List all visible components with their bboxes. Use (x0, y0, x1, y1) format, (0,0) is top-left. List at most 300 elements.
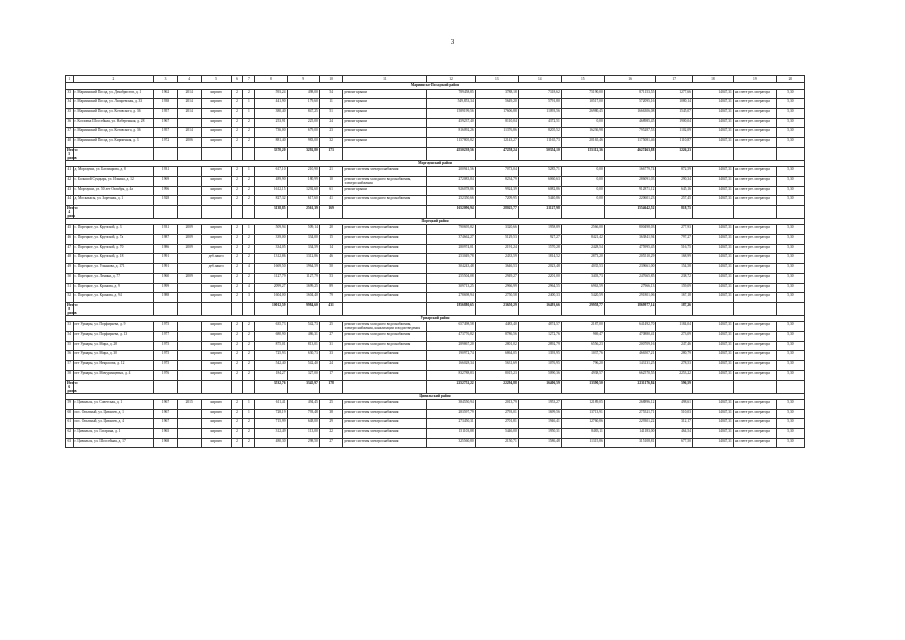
table-cell (177, 361, 201, 371)
table-row (66, 322, 805, 332)
table-cell: 4372,51 (518, 118, 561, 128)
table-cell: 2 (243, 128, 255, 138)
table-cell: 374662,27 (427, 235, 475, 245)
table-cell: 334,05 (255, 244, 287, 254)
table-cell: 1184,04 (656, 322, 693, 332)
table-cell: 339,00 (255, 235, 287, 245)
table-cell: кирпич (201, 244, 231, 254)
table-cell: 728,19 (255, 409, 287, 419)
total-cell (343, 205, 427, 218)
table-cell: 2150,71 (475, 438, 518, 448)
table-cell: 2014 (177, 108, 201, 118)
table-cell: 7209,95 (475, 196, 518, 206)
table-row (66, 235, 805, 245)
table-cell: пгт Урмары, ул. Порфирьева, д. 9 (73, 322, 154, 332)
table-cell: 5,30 (776, 186, 804, 196)
table-cell: 45 (66, 225, 74, 235)
table-cell: 50 (66, 273, 74, 283)
table-cell: 168,99 (656, 254, 693, 264)
table-cell: 5649,20 (475, 99, 518, 109)
table-cell: ремонт системы электроснабжения (343, 293, 427, 303)
table-cell: 22 (319, 429, 343, 439)
table-cell: 789458,85 (427, 89, 475, 99)
table-cell: ремонт системы холодного водоснабжения, электроснабжения, канализации и водоотведения (343, 322, 427, 332)
table-cell: 2 (231, 225, 243, 235)
table-cell: 14047,31 (692, 99, 733, 109)
table-cell: 5446,00 (475, 429, 518, 439)
total-cell: 10012,59 (255, 302, 287, 315)
table-cell: 2 (231, 254, 243, 264)
table-cell: 29 (319, 419, 343, 429)
table-cell: 466507,21 (604, 351, 656, 361)
table-cell: ремонт системы электроснабжения (343, 351, 427, 361)
total-cell: 3370,20 (255, 147, 287, 160)
table-cell: 2 (243, 370, 255, 380)
table-cell: на счете рег. оператора (733, 361, 776, 371)
table-cell: 33 (66, 89, 74, 99)
total-cell (243, 380, 255, 393)
table-cell: г. Цивильск, ул. Гагарина, д. 1 (73, 429, 154, 439)
table-cell: 1975 (154, 351, 178, 361)
table-cell: 33 (319, 351, 343, 361)
table-cell: 25 (319, 400, 343, 410)
table-cell: 56 (66, 351, 74, 361)
table-cell: 5,30 (776, 351, 804, 361)
total-cell: 16493,66 (518, 302, 561, 315)
table-cell: 60 (66, 409, 74, 419)
total-cell (154, 205, 178, 218)
total-cell: Итого: 4 дома (67, 205, 78, 218)
table-cell: 61 (66, 419, 74, 429)
table-cell: 832788,83 (427, 370, 475, 380)
table-cell: 1964,59 (287, 264, 319, 274)
table-cell: 509,94 (255, 225, 287, 235)
total-cell (343, 147, 427, 160)
table-cell: 2009 (177, 273, 201, 283)
table-cell: ремонт системы холодного водоснабжения (343, 332, 427, 342)
table-cell: 498,61 (656, 400, 693, 410)
table-cell: 4874,57 (518, 322, 561, 332)
table-cell: 1972 (154, 137, 178, 147)
table-cell: 6082,86 (518, 186, 561, 196)
table-cell: 3646,53 (475, 264, 518, 274)
table-cell: 13713,91 (561, 409, 604, 419)
table-cell: 41 (66, 167, 74, 177)
table-cell: 1975 (154, 322, 178, 332)
table-cell: 847,25 (287, 108, 319, 118)
table-cell: 312,49 (255, 429, 287, 439)
total-cell (73, 205, 154, 218)
table-cell: 2750,58 (475, 293, 518, 303)
table-cell: 40 (66, 137, 74, 147)
total-cell: 1856880,65 (427, 302, 475, 315)
table-cell (177, 186, 201, 196)
table-cell: 190972,74 (427, 351, 475, 361)
table-cell: 1102,09 (656, 128, 693, 138)
table-cell: 1110,87 (656, 137, 693, 147)
table-row (66, 244, 805, 254)
table-cell: 283597,79 (427, 409, 475, 419)
table-cell: 14047,31 (692, 137, 733, 147)
table-cell: 5440,86 (518, 196, 561, 206)
table-cell: 1938 (154, 99, 178, 109)
table-cell: 327,00 (287, 370, 319, 380)
total-cell (201, 147, 231, 160)
table-cell: 16236,98 (561, 128, 604, 138)
table-cell: 14047,31 (692, 429, 733, 439)
table-cell: г. Мариинский Посад, ул. Котовского, д. 36 (73, 128, 154, 138)
table-cell: 2949,27 (475, 273, 518, 283)
table-cell: 37 (66, 128, 74, 138)
table-cell: 0,00 (561, 118, 604, 128)
table-cell: д. Москакасы, ул. Заречная, д. 1 (73, 196, 154, 206)
table-cell: ремонт системы электроснабжения (343, 254, 427, 264)
table-cell: ремонт крыши (343, 137, 427, 147)
table-cell: на счете рег. оператора (733, 244, 776, 254)
table-cell: 5631,69 (475, 361, 518, 371)
table-cell: 14047,31 (692, 361, 733, 371)
table-cell: 1958,89 (518, 225, 561, 235)
table-cell: на счете рег. оператора (733, 137, 776, 147)
total-cell: 155112,36 (561, 147, 604, 160)
table-cell: 12189,05 (561, 400, 604, 410)
table-cell: на счете рег. оператора (733, 419, 776, 429)
table-cell: 630,73 (287, 351, 319, 361)
table-cell: 15 (319, 235, 343, 245)
total-cell (692, 205, 733, 218)
table-cell: 549,853,34 (427, 99, 475, 109)
table-cell: ремонт крыши (343, 186, 427, 196)
table-cell: 648,00 (287, 419, 319, 429)
table-cell: 225,00 (287, 118, 319, 128)
table-cell: кирпич (201, 167, 231, 177)
table-cell: 1393,95 (518, 351, 561, 361)
table-cell: 2 (231, 370, 243, 380)
table-cell: с. Порецкое, ул. Кронова, д. 94 (73, 293, 154, 303)
total-cell: 173 (319, 147, 343, 160)
table-cell: 2 (243, 244, 255, 254)
column-number: 15 (561, 76, 604, 83)
table-cell: кирпич (201, 351, 231, 361)
table-cell: 875,01 (255, 341, 287, 351)
table-cell: 2433,59 (475, 254, 518, 264)
table-cell: кирпич (201, 186, 231, 196)
table-cell: с. Порецкое, ул. Крупской, д. 7а (73, 235, 154, 245)
table-cell: 2 (231, 409, 243, 419)
district-name: Моргаушский район (66, 160, 805, 167)
table-cell: 4483,40 (475, 322, 518, 332)
table-cell: 180,99 (287, 176, 319, 186)
table-cell (177, 176, 201, 186)
table-cell: 179,60 (287, 99, 319, 109)
table-cell: 8015,23 (475, 370, 518, 380)
table-cell: 593,24 (255, 89, 287, 99)
table-cell: 14047,31 (692, 419, 733, 429)
total-cell (692, 380, 733, 393)
table-cell: 5,30 (776, 370, 804, 380)
table-cell: д. Моргауши, ул. Бахтиярова, д. 8 (73, 167, 154, 177)
table-cell: 2 (231, 322, 243, 332)
table-cell: 75190,00 (561, 89, 604, 99)
table-cell: 1 (243, 167, 255, 177)
table-cell: 2 (231, 108, 243, 118)
table-cell: 2187,00 (561, 322, 604, 332)
table-cell: 510,03 (656, 409, 693, 419)
table-cell: 36 (66, 118, 74, 128)
table-cell: 1586,48 (518, 438, 561, 448)
table-cell: 255504,08 (427, 273, 475, 283)
table-cell: 2 (243, 273, 255, 283)
table-cell: ремонт крыши (343, 89, 427, 99)
table-cell: 657498,58 (427, 322, 475, 332)
table-cell: 2 (231, 128, 243, 138)
table-cell: 257,45 (656, 196, 693, 206)
table-cell: 14047,31 (692, 438, 733, 448)
table-cell: кирпич (201, 370, 231, 380)
total-cell: Итого: 8 домов (67, 302, 78, 315)
table-cell: 2013,79 (475, 400, 518, 410)
total-cell (776, 147, 804, 160)
total-cell: 22294,88 (475, 380, 518, 393)
table-cell: 494,45 (287, 400, 319, 410)
table-cell: 5420,59 (561, 293, 604, 303)
table-row (66, 99, 805, 109)
table-cell: кирпич (201, 89, 231, 99)
table-cell: с. Порецкое, ул. Ульянова, д. 171 (73, 264, 154, 274)
column-number: 11 (343, 76, 427, 83)
table-cell: с. Порецкое, ул. Кронова, д. 9 (73, 283, 154, 293)
repair-register-table (65, 75, 805, 448)
table-cell: 8234,79 (475, 176, 518, 186)
district-name: Урмарский район (66, 315, 805, 322)
table-cell: 5,30 (776, 322, 804, 332)
table-cell: 2964,55 (518, 283, 561, 293)
table-cell: 25 (319, 322, 343, 332)
table-cell: 2009 (177, 244, 201, 254)
table-cell: 2009 (177, 235, 201, 245)
table-cell: 1900,04 (656, 118, 693, 128)
table-cell: 11093,56 (518, 108, 561, 118)
total-cell: 47258,24 (475, 147, 518, 160)
table-cell: на счете рег. оператора (733, 186, 776, 196)
table-cell: ремонт системы электроснабжения (343, 400, 427, 410)
table-cell: 2 (243, 118, 255, 128)
table-cell: 5,30 (776, 400, 804, 410)
table-cell: 2014 (177, 89, 201, 99)
table-row (66, 108, 805, 118)
table-cell: 24 (319, 361, 343, 371)
table-cell: на счете рег. оператора (733, 400, 776, 410)
table-row (66, 409, 805, 419)
table-cell: 46 (66, 235, 74, 245)
total-cell: 169 (319, 205, 343, 218)
table-cell: 54 (66, 332, 74, 342)
table-cell: 14047,31 (692, 332, 733, 342)
table-cell: 5,30 (776, 293, 804, 303)
table-cell: 14047,31 (692, 196, 733, 206)
table-cell: 159,09 (656, 283, 693, 293)
table-cell: г. Мариинский Посад, ул. Декабристов, д. 1 (73, 89, 154, 99)
table-cell: 1967 (154, 409, 178, 419)
table-cell: 1814,52 (518, 254, 561, 264)
table-cell: 1975 (154, 361, 178, 371)
table-cell: 14047,31 (692, 254, 733, 264)
table-cell: 53 (66, 322, 74, 332)
table-cell: 52 (66, 293, 74, 303)
table-cell: г. Мариинский Посад, ул. Котовского, д. 36 (73, 108, 154, 118)
table-cell: 229301,22 (604, 419, 656, 429)
table-cell: кирпич (201, 332, 231, 342)
table-cell: ремонт системы холодного водоснабжения (343, 341, 427, 351)
total-cell: 2231176,84 (604, 380, 656, 393)
total-cell (776, 302, 804, 315)
total-cell: 178 (319, 380, 343, 393)
table-cell: 2 (231, 235, 243, 245)
table-cell: 5,30 (776, 244, 804, 254)
table-cell: 2 (243, 235, 255, 245)
table-cell: 291801,06 (604, 293, 656, 303)
total-cell: 2561,39 (287, 205, 319, 218)
table-cell: на счете рег. оператора (733, 293, 776, 303)
table-cell: ремонт крыши (343, 99, 427, 109)
table-cell: на счете рег. оператора (733, 264, 776, 274)
table-cell: 2 (243, 438, 255, 448)
table-cell: на счете рег. оператора (733, 332, 776, 342)
table-cell: 278,53 (656, 361, 693, 371)
table-cell: 20 (319, 225, 343, 235)
table-cell: 286091,03 (604, 176, 656, 186)
table-cell: 50 (319, 264, 343, 274)
table-cell: 280974,01 (427, 244, 475, 254)
table-cell: 2 (231, 89, 243, 99)
table-cell: 184,27 (255, 370, 287, 380)
table-cell: ремонт системы электроснабжения (343, 225, 427, 235)
table-cell: 1975 (154, 341, 178, 351)
table-cell: на счете рег. оператора (733, 254, 776, 264)
table-cell: на счете рег. оператора (733, 351, 776, 361)
table-cell: 62 (66, 429, 74, 439)
table-cell: 2 (243, 176, 255, 186)
table-cell: 48 (66, 254, 74, 264)
table-cell: 14047,31 (692, 128, 733, 138)
table-cell: 680,90 (255, 332, 287, 342)
table-cell: 7318,62 (518, 89, 561, 99)
total-cell: 3345,97 (287, 380, 319, 393)
table-cell: на счете рег. оператора (733, 235, 776, 245)
table-cell (177, 419, 201, 429)
table-cell: 2 (231, 293, 243, 303)
table-cell: 5,30 (776, 137, 804, 147)
table-cell: 14047,31 (692, 351, 733, 361)
table-row (66, 128, 805, 138)
table-cell: 1931 (154, 225, 178, 235)
column-number-row (66, 76, 805, 83)
total-cell: 9984,60 (287, 302, 319, 315)
page-number: 3 (450, 38, 455, 46)
total-cell: 23650,29 (475, 302, 518, 315)
table-cell: кирпич (201, 409, 231, 419)
table-row (66, 89, 805, 99)
district-total-row (66, 205, 805, 218)
table-cell: на счете рег. оператора (733, 409, 776, 419)
total-cell: 3532,76 (255, 380, 287, 393)
table-cell: 17606,88 (475, 108, 518, 118)
table-cell: 464,54 (656, 429, 693, 439)
table-cell: 5,30 (776, 235, 804, 245)
table-cell: 11165,73 (518, 137, 561, 147)
column-number: 12 (427, 76, 475, 83)
table-cell: г. Козловка Шоссейная, ул. Набережная, д. 28 (73, 118, 154, 128)
table-cell: кирпич (201, 137, 231, 147)
table-cell: 2 (243, 351, 255, 361)
table-cell: 41 (319, 196, 343, 206)
table-cell: ремонт системы электроснабжения (343, 264, 427, 274)
table-cell: 468985,45 (604, 118, 656, 128)
table-cell: 542,40 (255, 361, 287, 371)
table-cell: 315108,81 (604, 438, 656, 448)
total-cell (692, 147, 733, 160)
table-cell: 220601,23 (604, 196, 656, 206)
total-cell (561, 205, 604, 218)
total-cell (177, 302, 201, 315)
table-cell: 38 (319, 409, 343, 419)
table-cell: кирпич (201, 293, 231, 303)
table-cell: 200709,16 (604, 341, 656, 351)
table-cell: 1946,41 (518, 419, 561, 429)
table-cell: 27 (319, 332, 343, 342)
table-row (66, 438, 805, 448)
table-cell (177, 322, 201, 332)
table-cell: 2 (231, 99, 243, 109)
table-cell: ремонт системы холодного водоснабжения (343, 196, 427, 206)
table-cell: 1 (243, 400, 255, 410)
table-row (66, 273, 805, 283)
table-cell (177, 254, 201, 264)
table-cell: 1962 (154, 89, 178, 99)
table-cell: 498,00 (287, 89, 319, 99)
table-cell: 5,30 (776, 419, 804, 429)
table-cell: 1604,00 (255, 293, 287, 303)
table-cell: деб.панел (201, 264, 231, 274)
total-cell: 1226,23 (656, 147, 693, 160)
table-cell: 154,58 (656, 264, 693, 274)
table-cell: 2 (243, 196, 255, 206)
table-cell: 21 (319, 167, 343, 177)
table-cell: ремонт системы электроснабжения (343, 370, 427, 380)
table-cell: 2 (243, 361, 255, 371)
table-cell: 63 (66, 438, 74, 448)
total-cell: 21127,98 (518, 205, 561, 218)
table-cell: 516,75 (656, 244, 693, 254)
table-cell: 1968 (154, 438, 178, 448)
total-cell (243, 147, 255, 160)
table-cell: 5,30 (776, 108, 804, 118)
total-cell (243, 205, 255, 218)
table-cell: 51 (319, 108, 343, 118)
table-cell: 273,09 (656, 332, 693, 342)
table-cell: 1699,25 (287, 283, 319, 293)
table-cell: пгт Урмары, ул. Мира, д. 28 (73, 341, 154, 351)
total-cell: 3138,85 (255, 205, 287, 218)
district-total-row (66, 147, 805, 160)
table-row (66, 176, 805, 186)
table-cell: 2 (243, 419, 255, 429)
table-cell: пгт Урмары, ул. Мира, д. 30 (73, 351, 154, 361)
table-cell: 2191,24 (475, 244, 518, 254)
total-cell (231, 302, 243, 315)
table-cell: 2253,22 (656, 370, 693, 380)
table-cell: 14 (319, 244, 343, 254)
